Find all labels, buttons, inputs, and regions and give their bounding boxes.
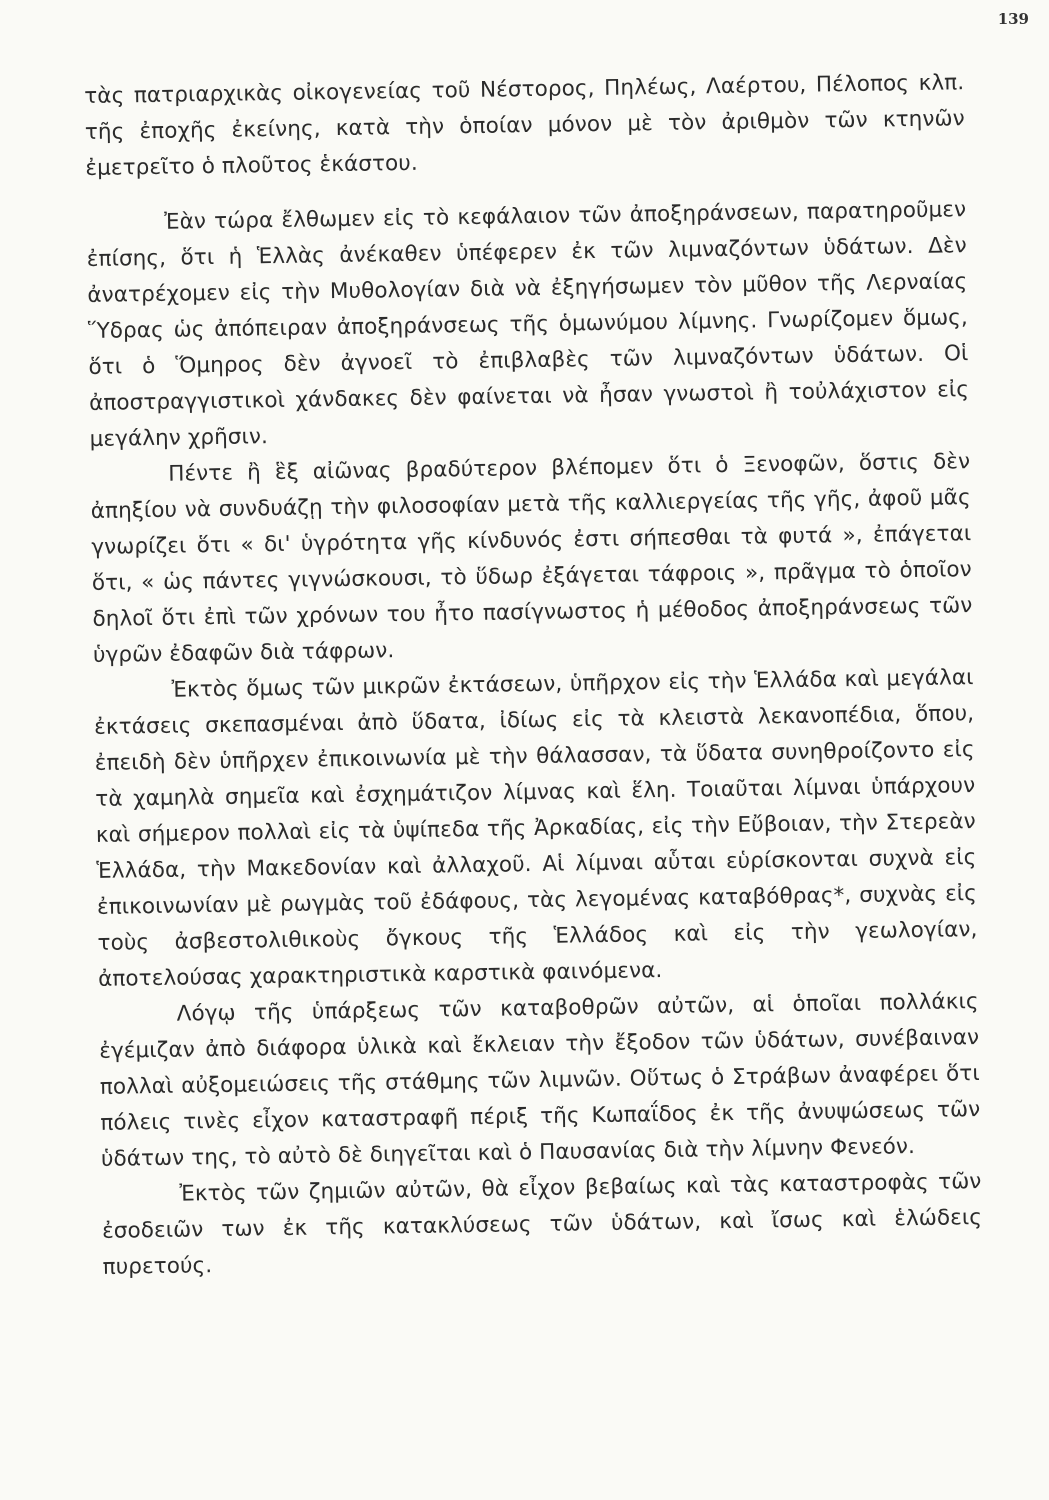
paragraph-6: Ἐκτὸς τῶν ζημιῶν αὐτῶν, θὰ εἶχον βεβαίως καὶ τὰς καταστροφὰς τῶν ἐσοδειῶν των ἐκ τῆς κατακλύσεως τῶν ὑδάτων, καὶ ἴσως καὶ ἑλώδεις πυρετούς. [101, 1169, 983, 1280]
text-body [84, 65, 983, 1286]
paragraph-5: Λόγῳ τῆς ὑπάρξεως τῶν καταβοθρῶν αὐτῶν, αἱ ὁποῖαι πολλάκις ἐγέμιζαν ἀπὸ διάφορα ὑλικὰ καὶ ἔκλειαν τὴν ἔξοδον τῶν ὑδάτων, συνέβαιναν πολλαὶ αὐξομειώσεις τῆς στάθμης τῶν λιμνῶν. Οὕτως ὁ Στράβων ἀναφέρει ὅτι πόλεις τινὲς εἶχον καταστραφῆ πέριξ τῆς Κωπαΐδος ἐκ τῆς ἀνυψώσεως τῶν ὑδάτων της, τὸ αὐτὸ δὲ διηγεῖται καὶ ὁ Παυσανίας διὰ τὴν λίμνην Φενεόν. [99, 989, 981, 1172]
paragraph-4: Ἐκτὸς ὅμως τῶν μικρῶν ἐκτάσεων, ὑπῆρχον εἰς τὴν Ἑλλάδα καὶ μεγάλαι ἐκτάσεις σκεπασμέναι ἀπὸ ὕδατα, ἰδίως εἰς τὰ κλειστὰ λεκανοπέδια, ὅπου, ἐπειδὴ δὲν ὑπῆρχεν ἐπικοινωνία μὲ τὴν θάλασσαν, τὰ ὕδατα συνηθροίζοντο εἰς τὰ χαμηλὰ σημεῖα καὶ ἐσχημάτιζον λίμνας καὶ ἕλη. Τοιαῦται λίμναι ὑπάρχουν καὶ σήμερον πολλαὶ εἰς τὰ ὑψίπεδα τῆς Ἀρκαδίας, εἰς τὴν Εὔβοιαν, τὴν Στερεὰν Ἑλλάδα, τὴν Μακεδονίαν καὶ ἀλλαχοῦ. Αἱ λίμναι αὗται εὑρίσκονται συχνὰ εἰς ἐπικοινωνίαν μὲ ρωγμὰς τοῦ ἐδάφους, τὰς λεγομένας καταβόθρας*, συχνὰς εἰς τοὺς ἀσβεστολιθικοὺς ὄγκους τῆς Ἑλλάδος καὶ εἰς τὴν γεωλογίαν, ἀποτελούσας χαρακτηριστικὰ καρστικὰ φαινόμενα. [93, 665, 978, 992]
paragraph-3: Πέντε ἢ ἓξ αἰῶνας βραδύτερον βλέπομεν ὅτι ὁ Ξενοφῶν, ὅστις δὲν ἀπηξίου νὰ συνδυάζῃ τὴν φιλοσοφίαν μετὰ τῆς καλλιεργείας τῆς γῆς, ἀφοῦ μᾶς γνωρίζει ὅτι « δι' ὑγρότητα γῆς κίνδυνός ἐστι σήπεσθαι τὰ φυτά », ἐπάγεται ὅτι, « ὡς πάντες γιγνώσκουσι, τὸ ὕδωρ ἐξάγεται τάφροις », πρᾶγμα τὸ ὁποῖον δηλοῖ ὅτι ἐπὶ τῶν χρόνων του ἦτο πασίγνωστος ἡ μέθοδος ἀποξηράνσεως τῶν ὑγρῶν ἐδαφῶν διὰ τάφρων. [90, 449, 973, 668]
page-number: 139 [997, 10, 1029, 28]
paragraph-2: Ἐὰν τώρα ἔλθωμεν εἰς τὸ κεφάλαιον τῶν ἀποξηράνσεων, παρατηροῦμεν ἐπίσης, ὅτι ἡ Ἑλλὰς ἀνέκαθεν ὑπέφερεν ἐκ τῶν λιμναζόντων ὑδάτων. Δὲν ἀνατρέχομεν εἰς τὴν Μυθολογίαν διὰ νὰ ἐξηγήσωμεν τὸν μῦθον τῆς Λερναίας Ὕδρας ὡς ἀπόπειραν ἀποξηράνσεως τῆς ὁμωνύμου λίμνης. Γνωρίζομεν ὅμως, ὅτι ὁ Ὅμηρος δὲν ἀγνοεῖ τὸ ἐπιβλαβὲς τῶν λιμναζόντων ὑδάτων. Οἱ ἀποστραγγιστικοὶ χάνδακες δὲν φαίνεται νὰ ἦσαν γνωστοὶ ἢ τοὐλάχιστον εἰς μεγάλην χρῆσιν. [86, 197, 970, 452]
paragraph-1: τὰς πατριαρχικὰς οἰκογενείας τοῦ Νέστορος, Πηλέως, Λαέρτου, Πέλοπος κλπ. τῆς ἐποχῆς ἐκείνης, κατὰ τὴν ὁποίαν μόνον μὲ τὸν ἀριθμὸν τῶν κτηνῶν ἐμετρεῖτο ὁ πλοῦτος ἑκάστου. [84, 70, 965, 181]
